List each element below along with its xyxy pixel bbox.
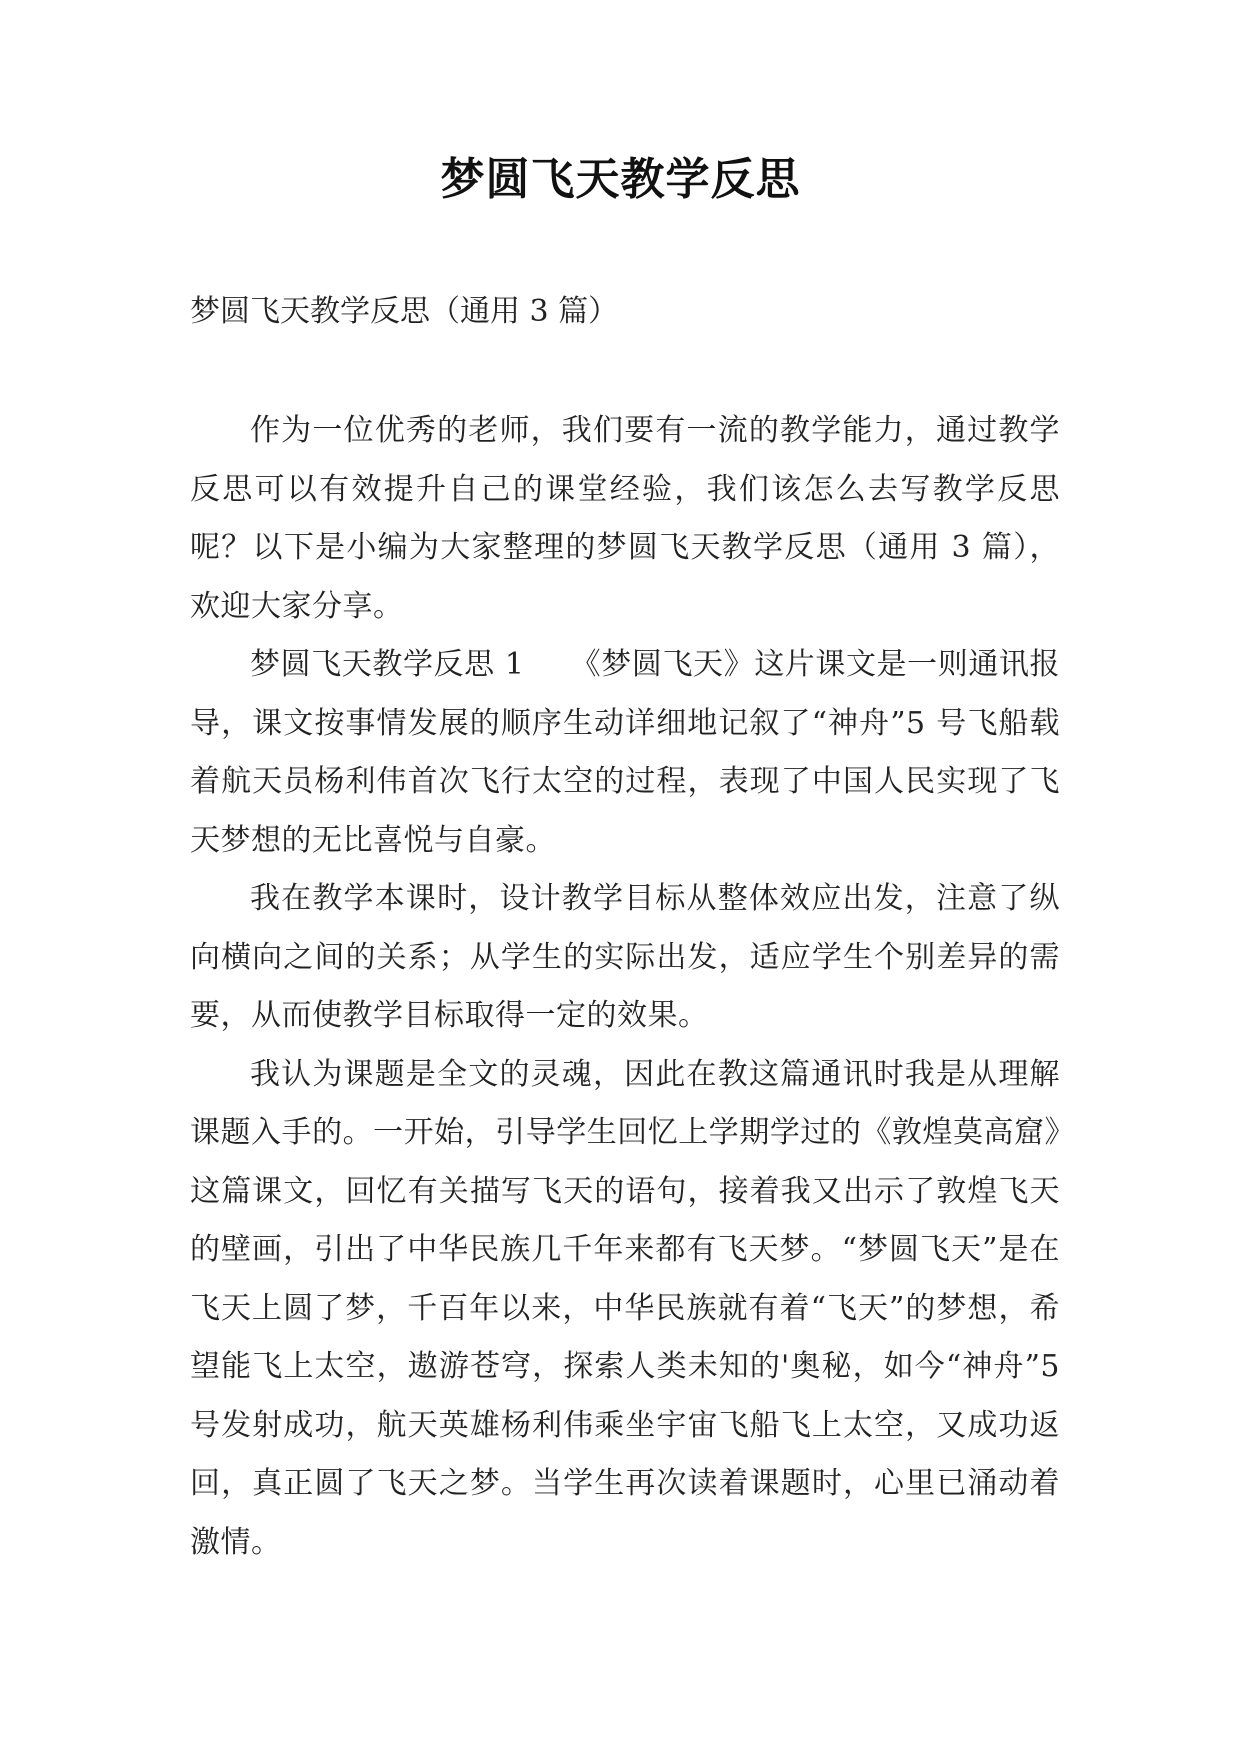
document-subtitle: 梦圆飞天教学反思（通用 3 篇） (190, 294, 619, 329)
document-body (190, 402, 1060, 1572)
paragraph-intro: 作为一位优秀的老师，我们要有一流的教学能力，通过教学反思可以有效提升自己的课堂经验，我们该怎么去写教学反思呢？以下是小编为大家整理的梦圆飞天教学反思（通用 3 篇），欢迎大家分享。 (190, 413, 1060, 624)
paragraph-reflection-1: 梦圆飞天教学反思 1 《梦圆飞天》这片课文是一则通讯报导，课文按事情发展的顺序生动详细地记叙了“神舟”5 号飞船载着航天员杨利伟首次飞行太空的过程，表现了中国人民实现了飞天梦想的无比喜悦与自豪。 (190, 647, 1060, 858)
document-title: 梦圆飞天教学反思 (440, 154, 801, 205)
paragraph-topic-analysis: 我认为课题是全文的灵魂，因此在教这篇通讯时我是从理解课题入手的。一开始，引导学生回忆上学期学过的《敦煌莫高窟》这篇课文，回忆有关描写飞天的语句，接着我又出示了敦煌飞天的壁画，引出了中华民族几千年来都有飞天梦。“梦圆飞天”是在飞天上圆了梦，千百年以来，中华民族就有着“飞天”的梦想，希望能飞上太空，遨游苍穹，探索人类未知的'奥秘，如今“神舟”5 号发射成功，航天英雄杨利伟乘坐宇宙飞船飞上太空，又成功返回，真正圆了飞天之梦。当学生再次读着课题时，心里已涌动着激情。 (190, 1056, 1060, 1560)
paragraph-teaching-goals: 我在教学本课时，设计教学目标从整体效应出发，注意了纵向横向之间的关系；从学生的实际出发，适应学生个别差异的需要，从而使教学目标取得一定的效果。 (190, 881, 1060, 1033)
